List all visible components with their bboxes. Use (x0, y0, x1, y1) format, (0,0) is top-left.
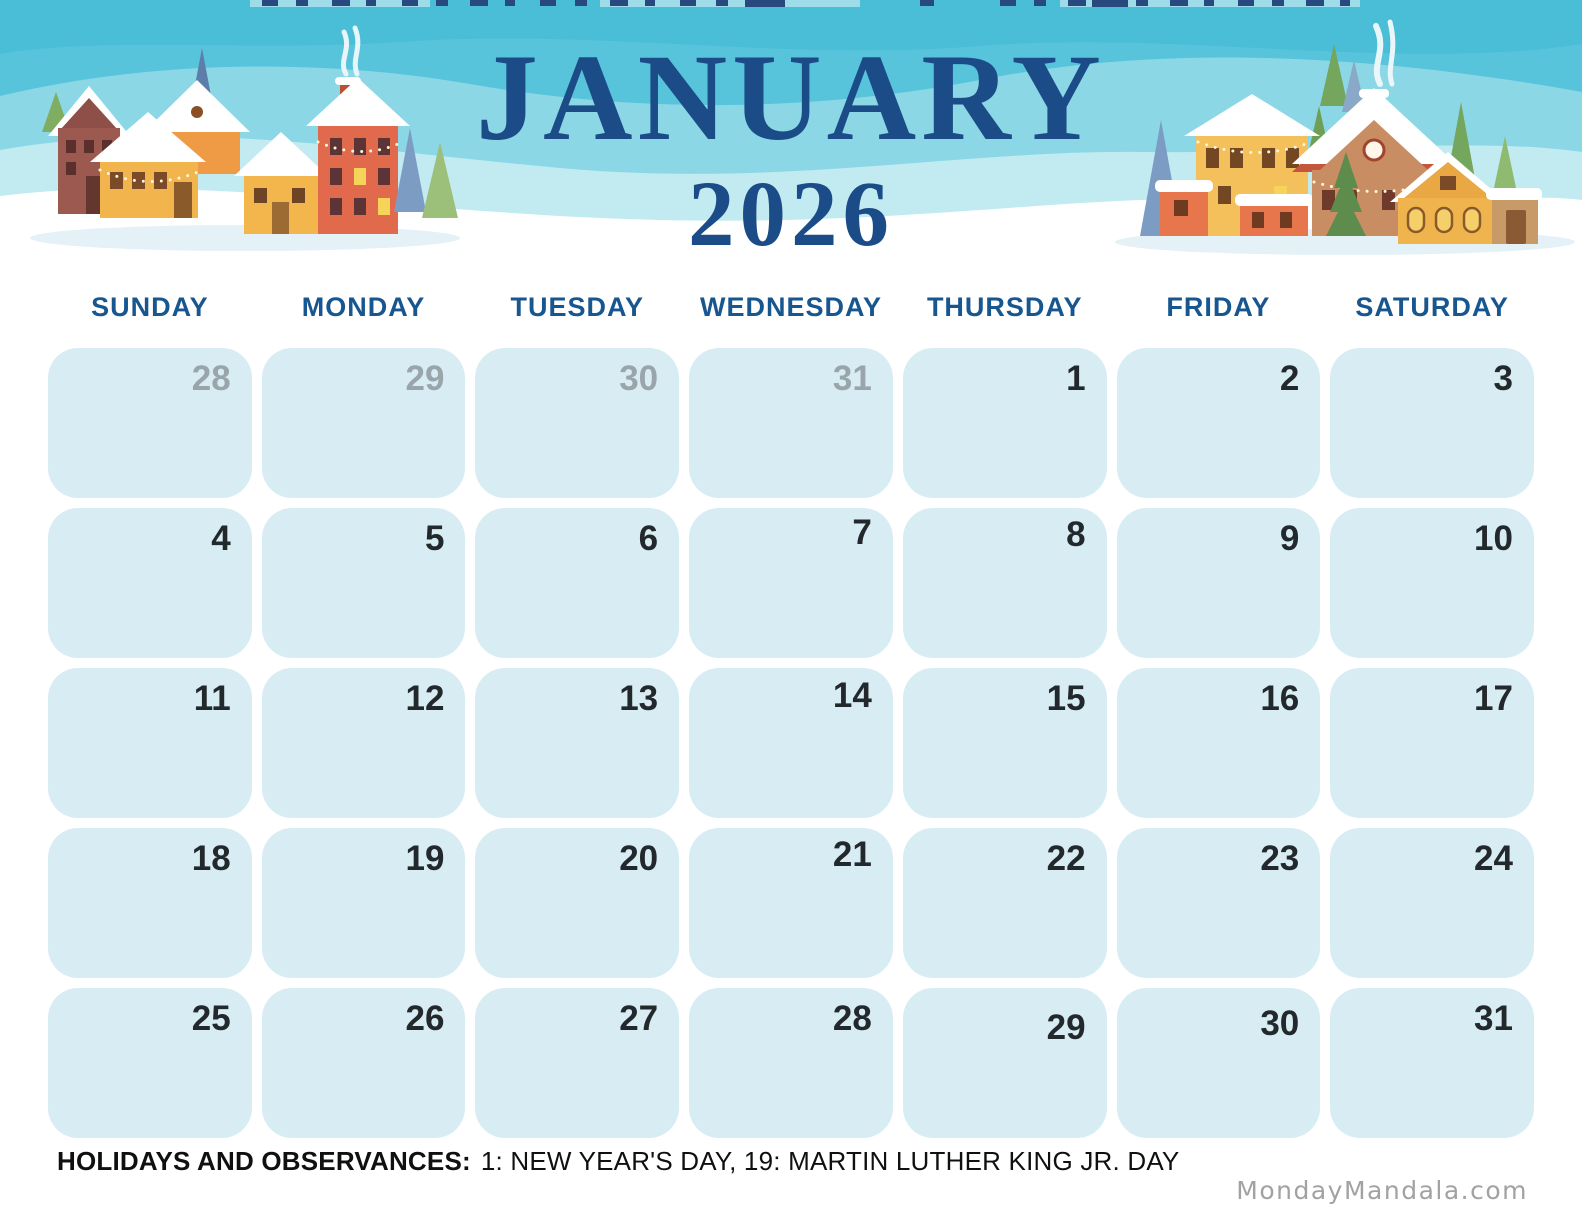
day-number: 6 (638, 519, 659, 558)
page-title-month: JANUARY (476, 29, 1106, 166)
day-number: 31 (1474, 999, 1513, 1038)
day-cell (1117, 348, 1321, 498)
day-cell (262, 668, 466, 818)
day-cell (689, 348, 893, 498)
chimney-smoke-icon (1376, 26, 1380, 84)
day-cell (689, 988, 893, 1138)
day-cell (1330, 348, 1534, 498)
day-cell (48, 828, 252, 978)
day-cell (689, 508, 893, 658)
chimney-smoke-icon (1390, 22, 1393, 84)
day-number: 30 (619, 359, 659, 398)
day-number: 23 (1260, 839, 1300, 878)
day-number: 27 (619, 999, 659, 1038)
day-number: 13 (619, 679, 659, 718)
day-number: 11 (193, 679, 231, 718)
weekday-label-friday: FRIDAY (1166, 292, 1271, 322)
day-cell (689, 668, 893, 818)
weekday-label-saturday: SATURDAY (1355, 292, 1509, 322)
holidays-label: HOLIDAYS AND OBSERVANCES: (57, 1146, 471, 1176)
day-cell (475, 828, 679, 978)
day-cell (48, 508, 252, 658)
house-icon (1486, 188, 1542, 244)
day-number: 16 (1260, 679, 1300, 718)
header-illustration (0, 0, 1582, 272)
day-number: 22 (1046, 839, 1086, 878)
day-number: 29 (1046, 1008, 1086, 1047)
day-number: 20 (619, 839, 659, 878)
day-number: 3 (1493, 359, 1513, 398)
day-cell (903, 508, 1107, 658)
weekday-label-monday: MONDAY (301, 292, 426, 322)
round-window-icon (1364, 140, 1384, 160)
day-cell (903, 988, 1107, 1138)
day-number: 8 (1066, 515, 1086, 554)
day-cell (1117, 988, 1321, 1138)
calendar-header (0, 0, 1582, 272)
day-cell (1330, 508, 1534, 658)
day-number: 15 (1046, 679, 1086, 718)
weekday-label-wednesday: WEDNESDAY (699, 292, 883, 322)
watermark: MondayMandala.com (1236, 1176, 1528, 1205)
weekday-header-row (48, 292, 1534, 323)
day-number: 18 (191, 839, 231, 878)
chimney-smoke-icon (343, 32, 346, 74)
day-cell (1330, 668, 1534, 818)
day-cell (48, 988, 252, 1138)
day-cell (689, 828, 893, 978)
day-number: 30 (1260, 1004, 1300, 1043)
day-cell (475, 348, 679, 498)
day-cell (1330, 988, 1534, 1138)
day-number: 4 (211, 519, 231, 558)
weekday-label-thursday: THURSDAY (926, 292, 1083, 322)
day-cell (1117, 828, 1321, 978)
day-number: 12 (405, 679, 445, 718)
day-cell (475, 508, 679, 658)
day-number: 19 (405, 839, 445, 878)
day-number: 28 (832, 999, 872, 1038)
weekday-label-tuesday: TUESDAY (510, 292, 645, 322)
day-number: 26 (405, 999, 445, 1038)
day-cell (903, 828, 1107, 978)
weekday-label-sunday: SUNDAY (91, 292, 209, 322)
day-cell (475, 988, 679, 1138)
day-number: 24 (1474, 839, 1513, 878)
day-cell (262, 508, 466, 658)
day-cell (48, 668, 252, 818)
day-number: 29 (405, 359, 445, 398)
day-number: 9 (1279, 519, 1300, 558)
day-cell (48, 348, 252, 498)
day-cell (1117, 668, 1321, 818)
chimney-smoke-icon (355, 28, 358, 74)
calendar-grid (48, 348, 1534, 1138)
day-number: 25 (191, 999, 231, 1038)
day-cell (262, 828, 466, 978)
day-number: 21 (832, 835, 872, 874)
day-cell (262, 348, 466, 498)
day-cell (903, 348, 1107, 498)
holidays-footer (57, 1146, 1179, 1177)
day-number: 10 (1474, 519, 1513, 558)
day-cell (1330, 828, 1534, 978)
day-number: 2 (1279, 359, 1300, 398)
page-edge-artifacts (250, 0, 1360, 7)
holidays-text: 1: NEW YEAR'S DAY, 19: MARTIN LUTHER KING JR. DAY (480, 1146, 1180, 1176)
day-number: 17 (1474, 679, 1513, 718)
day-cell (262, 988, 466, 1138)
day-number: 28 (191, 359, 231, 398)
day-number: 7 (852, 513, 872, 552)
page-title-year: 2026 (688, 163, 894, 266)
day-number: 31 (832, 359, 872, 398)
day-cell (475, 668, 679, 818)
day-number: 5 (424, 519, 445, 558)
day-cell (1117, 508, 1321, 658)
day-number: 14 (832, 676, 872, 715)
day-number: 1 (1066, 359, 1086, 398)
day-cell (903, 668, 1107, 818)
